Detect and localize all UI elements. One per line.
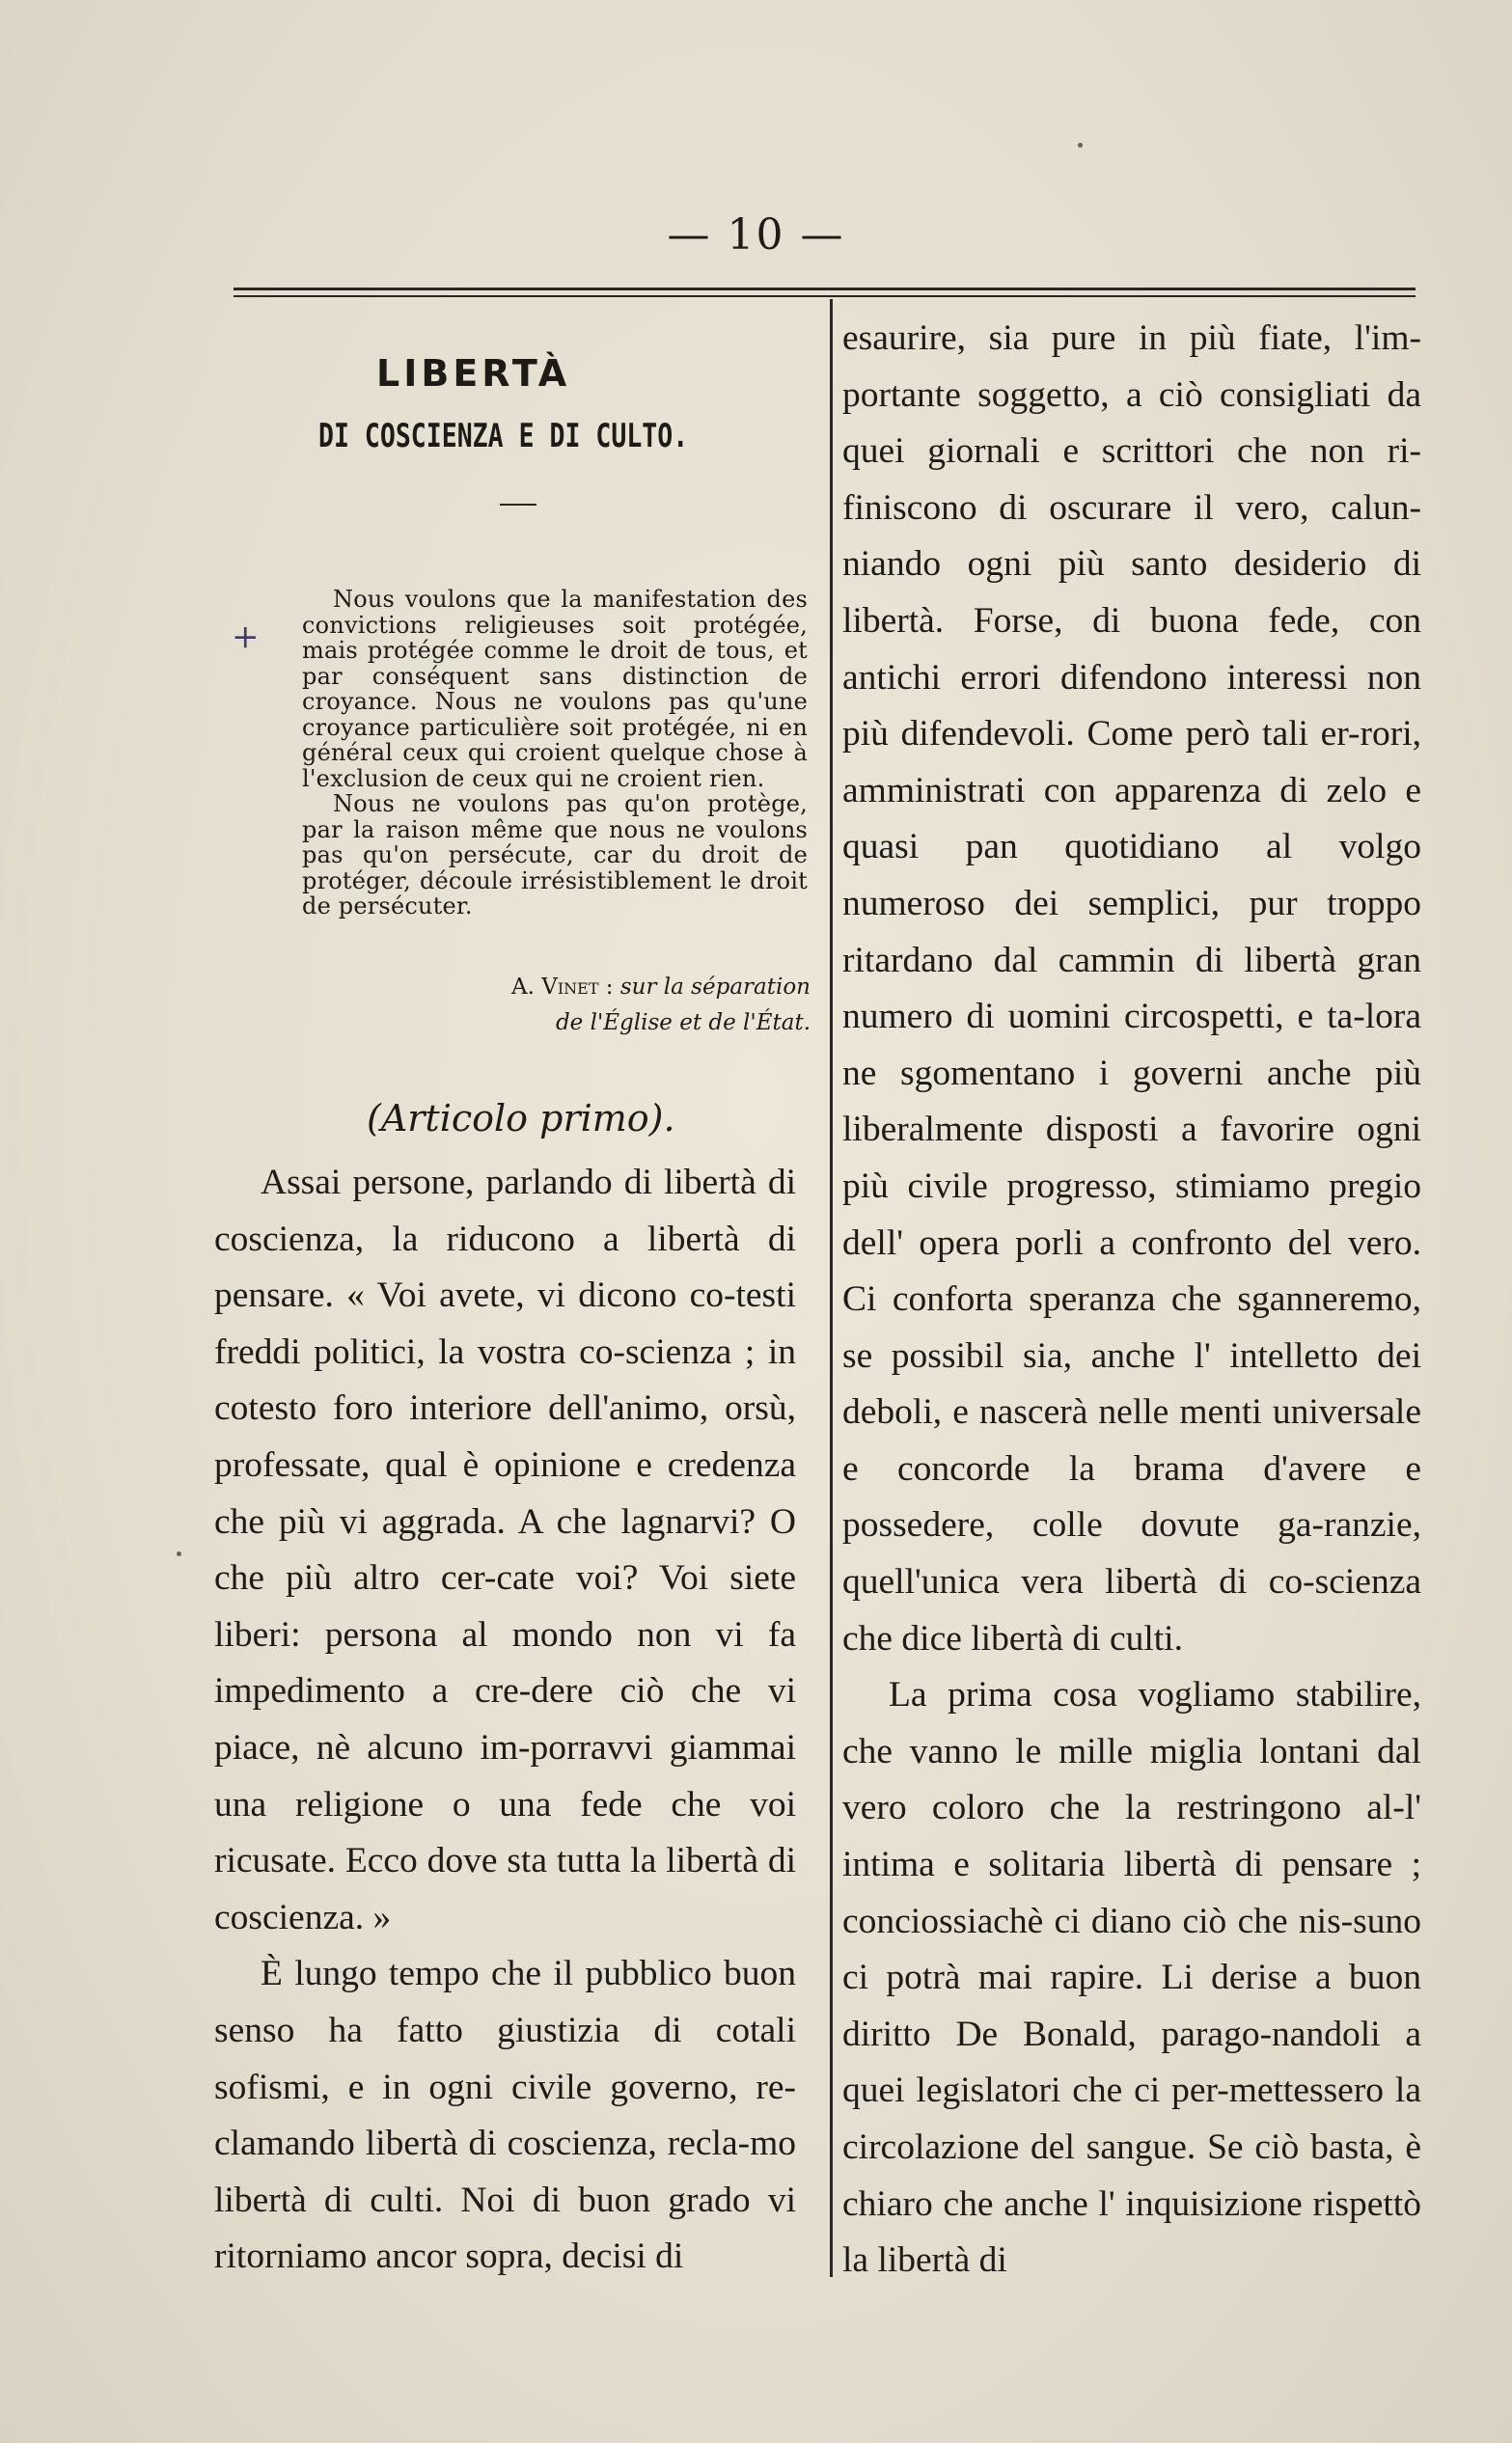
header-rule (234, 288, 1416, 290)
margin-mark: + (232, 618, 260, 656)
body-paragraph: esaurire, sia pure in più fiate, l'im-portante soggetto, a ciò consigliati da quei giornali e scrittori che non ri-finiscono di oscurare il vero, calun-niando ogni più santo desiderio di libertà. Forse, di buona fede, con antichi errori difendono interessi non più difendevoli. Come però tali er-rori, amministrati con apparenza di zelo e quasi pan quotidiano al volgo numeroso dei semplici, pur troppo ritardano dal cammin di libertà gran numero di uomini circospetti, e ta-lora ne sgomentano i governi anche più liberalmente disposti a favorire ogni più civile progresso, stimiamo pregio dell' opera porli a confronto del vero. Ci conforta speranza che sganneremo, se possibil sia, anche l' intelletto dei deboli, e nascerà nelle menti universale e concorde la brama d'avere e possedere, colle dovute ga-ranzie, quell'unica vera libertà di co-scienza che dice libertà di culti. (842, 318, 1421, 1659)
body-paragraph: È lungo tempo che il pubblico buon senso ha fatto giustizia di cotali sofismi, e in ogni civile governo, re-clamando libertà di coscienza, recla-mo libertà di culti. Noi di buon grado vi ritorniamo ancor sopra, decisi di (214, 1954, 796, 2277)
epigraph-paragraph: Nous voulons que la manifestation des convictions religieuses soit protégée, mais protégée comme le droit de tous, et par conséquent sans distinction de croyance. Nous ne voulons pas qu'une croyance particulière soit protégée, ni en général ceux qui croient quelque chose à l'exclusion de ceux qui ne croient rien. (302, 586, 808, 792)
epigraph (302, 587, 808, 920)
page-number: — 10 — (667, 210, 845, 260)
right-column-text (842, 311, 1421, 2290)
paper-speck (1078, 143, 1083, 148)
epigraph-paragraph: Nous ne voulons pas qu'on protège, par la raison même que nous ne voulons pas qu'on persécute, car du droit de protéger, découle irrésistiblement le droit de persécuter. (302, 790, 808, 920)
body-paragraph: La prima cosa vogliamo stabilire, che vanno le mille miglia lontani dal vero coloro che la restringono al-l' intima e solitaria libertà di pensare ; conciossiachè ci diano ciò che nis-suno ci potrà mai rapire. Li derise a buon diritto De Bonald, parago-nandoli a quei legislatori che ci per-mettessero la circolazione del sangue. Se ciò basta, è chiaro che anche l' inquisizione rispettò la libertà di (842, 1675, 1421, 2281)
epigraph-source-line1: sur la séparation (619, 974, 811, 1000)
header-rule-thin (234, 295, 1416, 297)
article-subtitle: (Articolo primo). (367, 1097, 675, 1139)
article-headline: LIBERTÀ (376, 352, 571, 395)
article-subheadline: DI COSCIENZA E DI CULTO. (318, 417, 689, 455)
column-divider (830, 299, 833, 2277)
epigraph-source-line2: de l'Église et de l'État. (555, 1010, 811, 1035)
headline-separator (500, 504, 536, 506)
body-paragraph: Assai persone, parlando di libertà di coscienza, la riducono a libertà di pensare. « Voi avete, vi dicono co-testi freddi politici, la vostra co-scienza ; in cotesto foro interiore dell'animo, orsù, professate, qual è opinione e credenza che più vi aggrada. A che lagnarvi? O che più altro cer-cate voi? Voi siete liberi: persona al mondo non vi fa impedimento a cre-dere ciò che vi piace, nè alcuno im-porravvi giammai una religione o una fede che voi ricusate. Ecco dove sta tutta la libertà di coscienza. » (214, 1163, 796, 1937)
left-column-text (214, 1155, 796, 2286)
epigraph-attribution: A. Vinet : sur la séparation de l'Église et de l'État. (510, 974, 811, 1035)
paper-speck (177, 1551, 181, 1556)
epigraph-author: A. Vinet (510, 974, 599, 1000)
